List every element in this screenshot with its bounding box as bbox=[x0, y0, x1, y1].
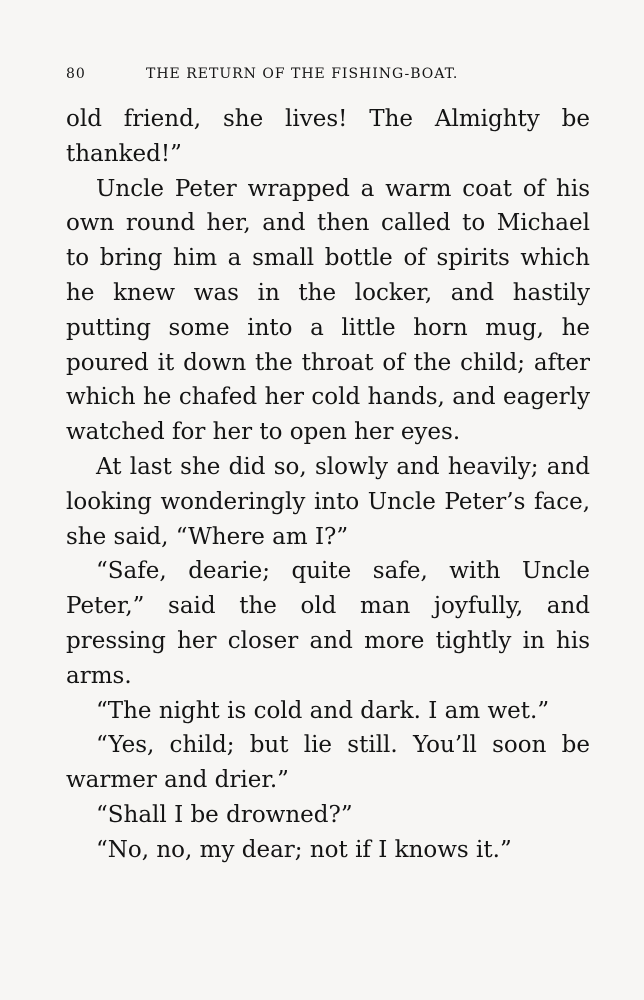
paragraph: “Shall I be drowned?” bbox=[96, 801, 353, 828]
running-head bbox=[66, 62, 590, 86]
paragraph: “The night is cold and dark. I am wet.” bbox=[96, 697, 550, 724]
paragraph: “Safe, dearie; quite safe, with Uncle Peter,” said the old man joyfully, and pressing her closer and more tightly in his arms. bbox=[66, 558, 590, 689]
body-text bbox=[66, 102, 590, 868]
paragraph: Uncle Peter wrapped a warm coat of his own round her, and then called to Michael to bring him a small bottle of spirits which he knew was in the locker, and hastily putting some into a little horn mug, he poured it down the throat of the child; after which he chafed her cold hands, and eagerly watched for her to open her eyes. bbox=[66, 175, 590, 446]
running-title: THE RETURN OF THE FISHING-BOAT. bbox=[146, 66, 459, 82]
paragraph-continuation: old friend, she lives! The Almighty be thanked!” bbox=[66, 106, 590, 167]
paragraph: “No, no, my dear; not if I knows it.” bbox=[96, 836, 512, 863]
paragraph: “Yes, child; but lie still. You’ll soon be warmer and drier.” bbox=[66, 732, 590, 794]
page-number: 80 bbox=[66, 66, 86, 82]
paragraph: At last she did so, slowly and heavily; and looking wonderingly into Uncle Peter’s face, she said, “Where am I?” bbox=[66, 453, 590, 550]
